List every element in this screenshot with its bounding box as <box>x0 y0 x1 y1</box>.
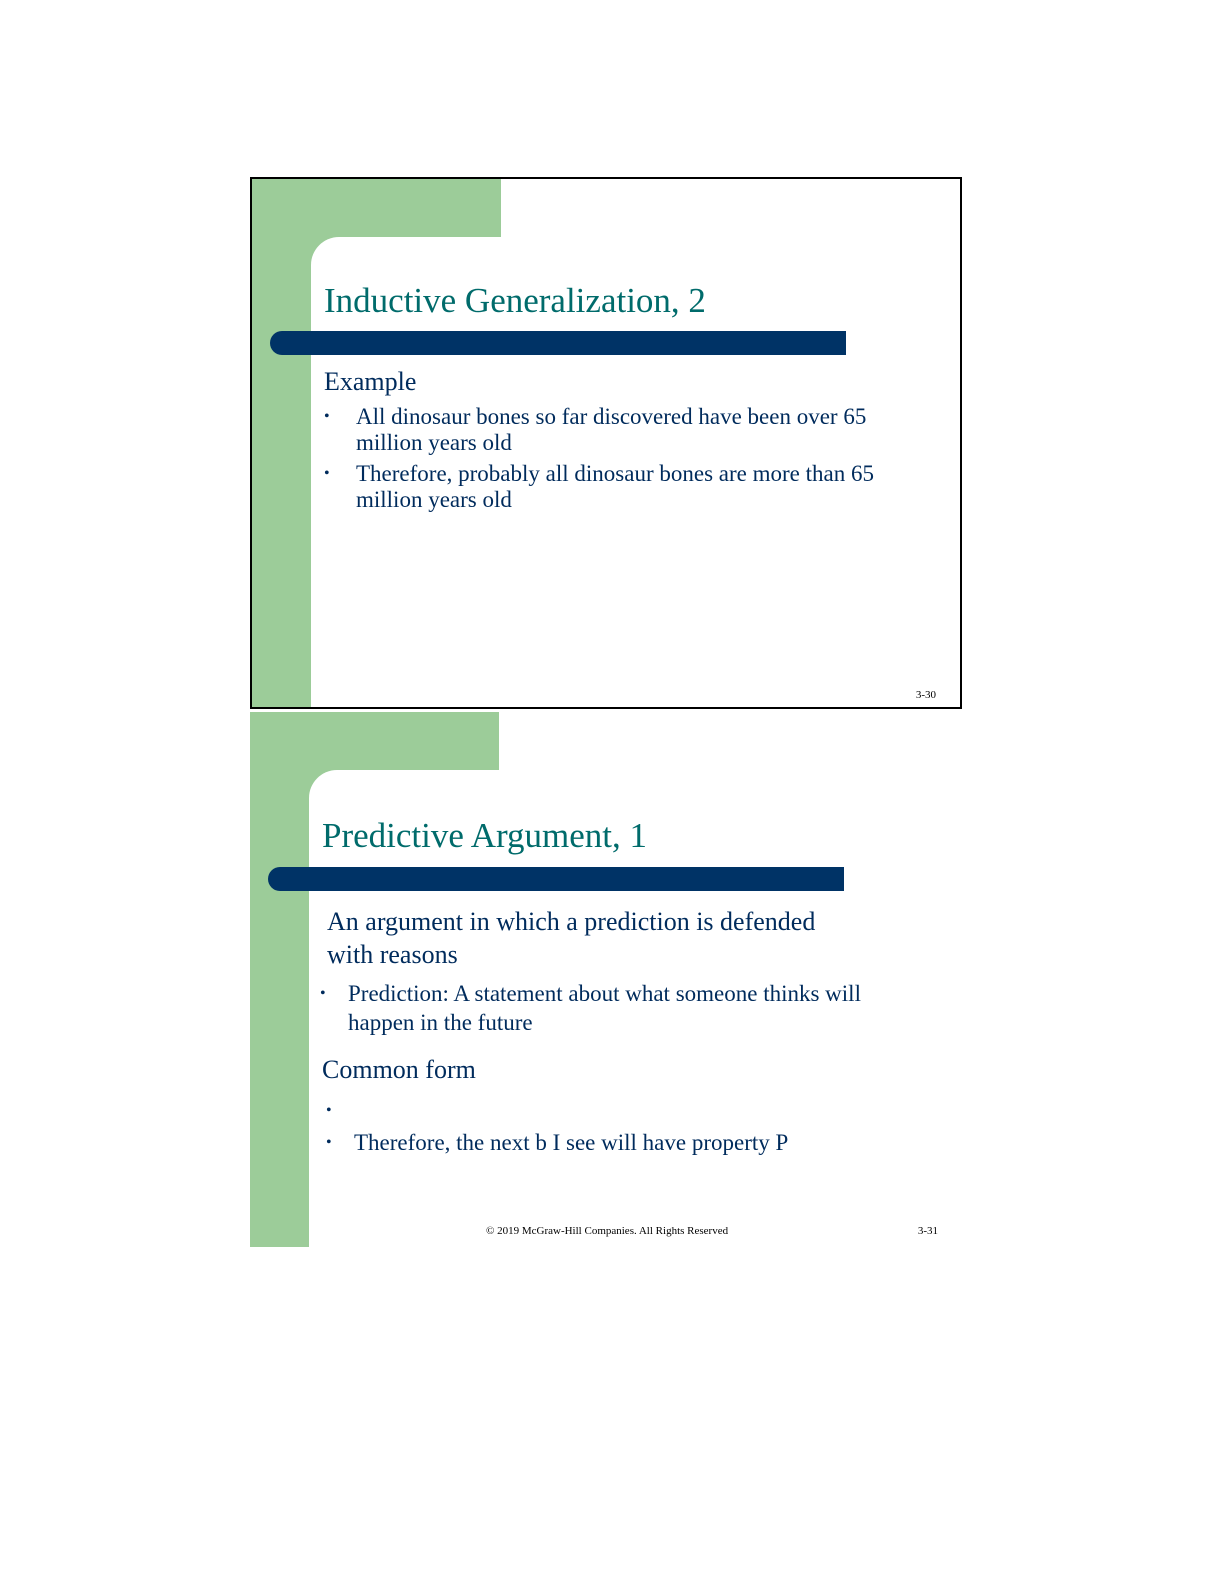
subhead-common-form: Common form <box>322 1055 476 1084</box>
bullet-icon: • <box>320 985 326 1002</box>
slide-title: Predictive Argument, 1 <box>322 816 647 855</box>
bullet-text-line1: Therefore, probably all dinosaur bones are more than 65 <box>356 461 874 486</box>
bullet-icon: • <box>326 1134 332 1151</box>
green-top-block <box>250 712 499 770</box>
slide-3-30 <box>250 177 962 709</box>
bullet-icon: • <box>324 465 330 482</box>
list-item <box>326 1098 926 1124</box>
slide-3-31 <box>250 712 962 1247</box>
bullet-icon: • <box>326 1102 332 1119</box>
bullet-text-line2: million years old <box>356 430 512 455</box>
definition-line1: An argument in which a prediction is defended <box>327 907 816 936</box>
slide-title: Inductive Generalization, 2 <box>324 281 706 320</box>
title-underline-bar <box>268 867 844 891</box>
bullet-text: Therefore, the next b I see will have property P <box>354 1130 789 1155</box>
subhead-example: Example <box>324 367 417 396</box>
definition-line2: with reasons <box>327 940 458 969</box>
bullet-text-line1: Prediction: A statement about what someone thinks will <box>348 981 861 1006</box>
list-item <box>324 461 924 517</box>
green-sidebar <box>250 712 309 1247</box>
bullet-text-line1: All dinosaur bones so far discovered have been over 65 <box>356 404 867 429</box>
green-corner-curve <box>311 237 343 269</box>
bullet-icon: • <box>324 408 330 425</box>
definition-text <box>327 905 815 971</box>
list-item <box>326 1130 926 1156</box>
copyright-footer: © 2019 McGraw-Hill Companies. All Rights Reserved <box>486 1225 729 1237</box>
page-number: 3-31 <box>917 1225 938 1237</box>
list-item <box>320 979 920 1037</box>
green-top-block <box>252 179 501 237</box>
title-underline-bar <box>270 331 846 355</box>
bullet-text-line2: million years old <box>356 487 512 512</box>
green-sidebar <box>252 179 311 707</box>
bullet-text-line2: happen in the future <box>348 1010 533 1035</box>
list-item <box>324 404 924 460</box>
page-number: 3-30 <box>915 689 936 701</box>
green-corner-curve <box>309 770 341 802</box>
